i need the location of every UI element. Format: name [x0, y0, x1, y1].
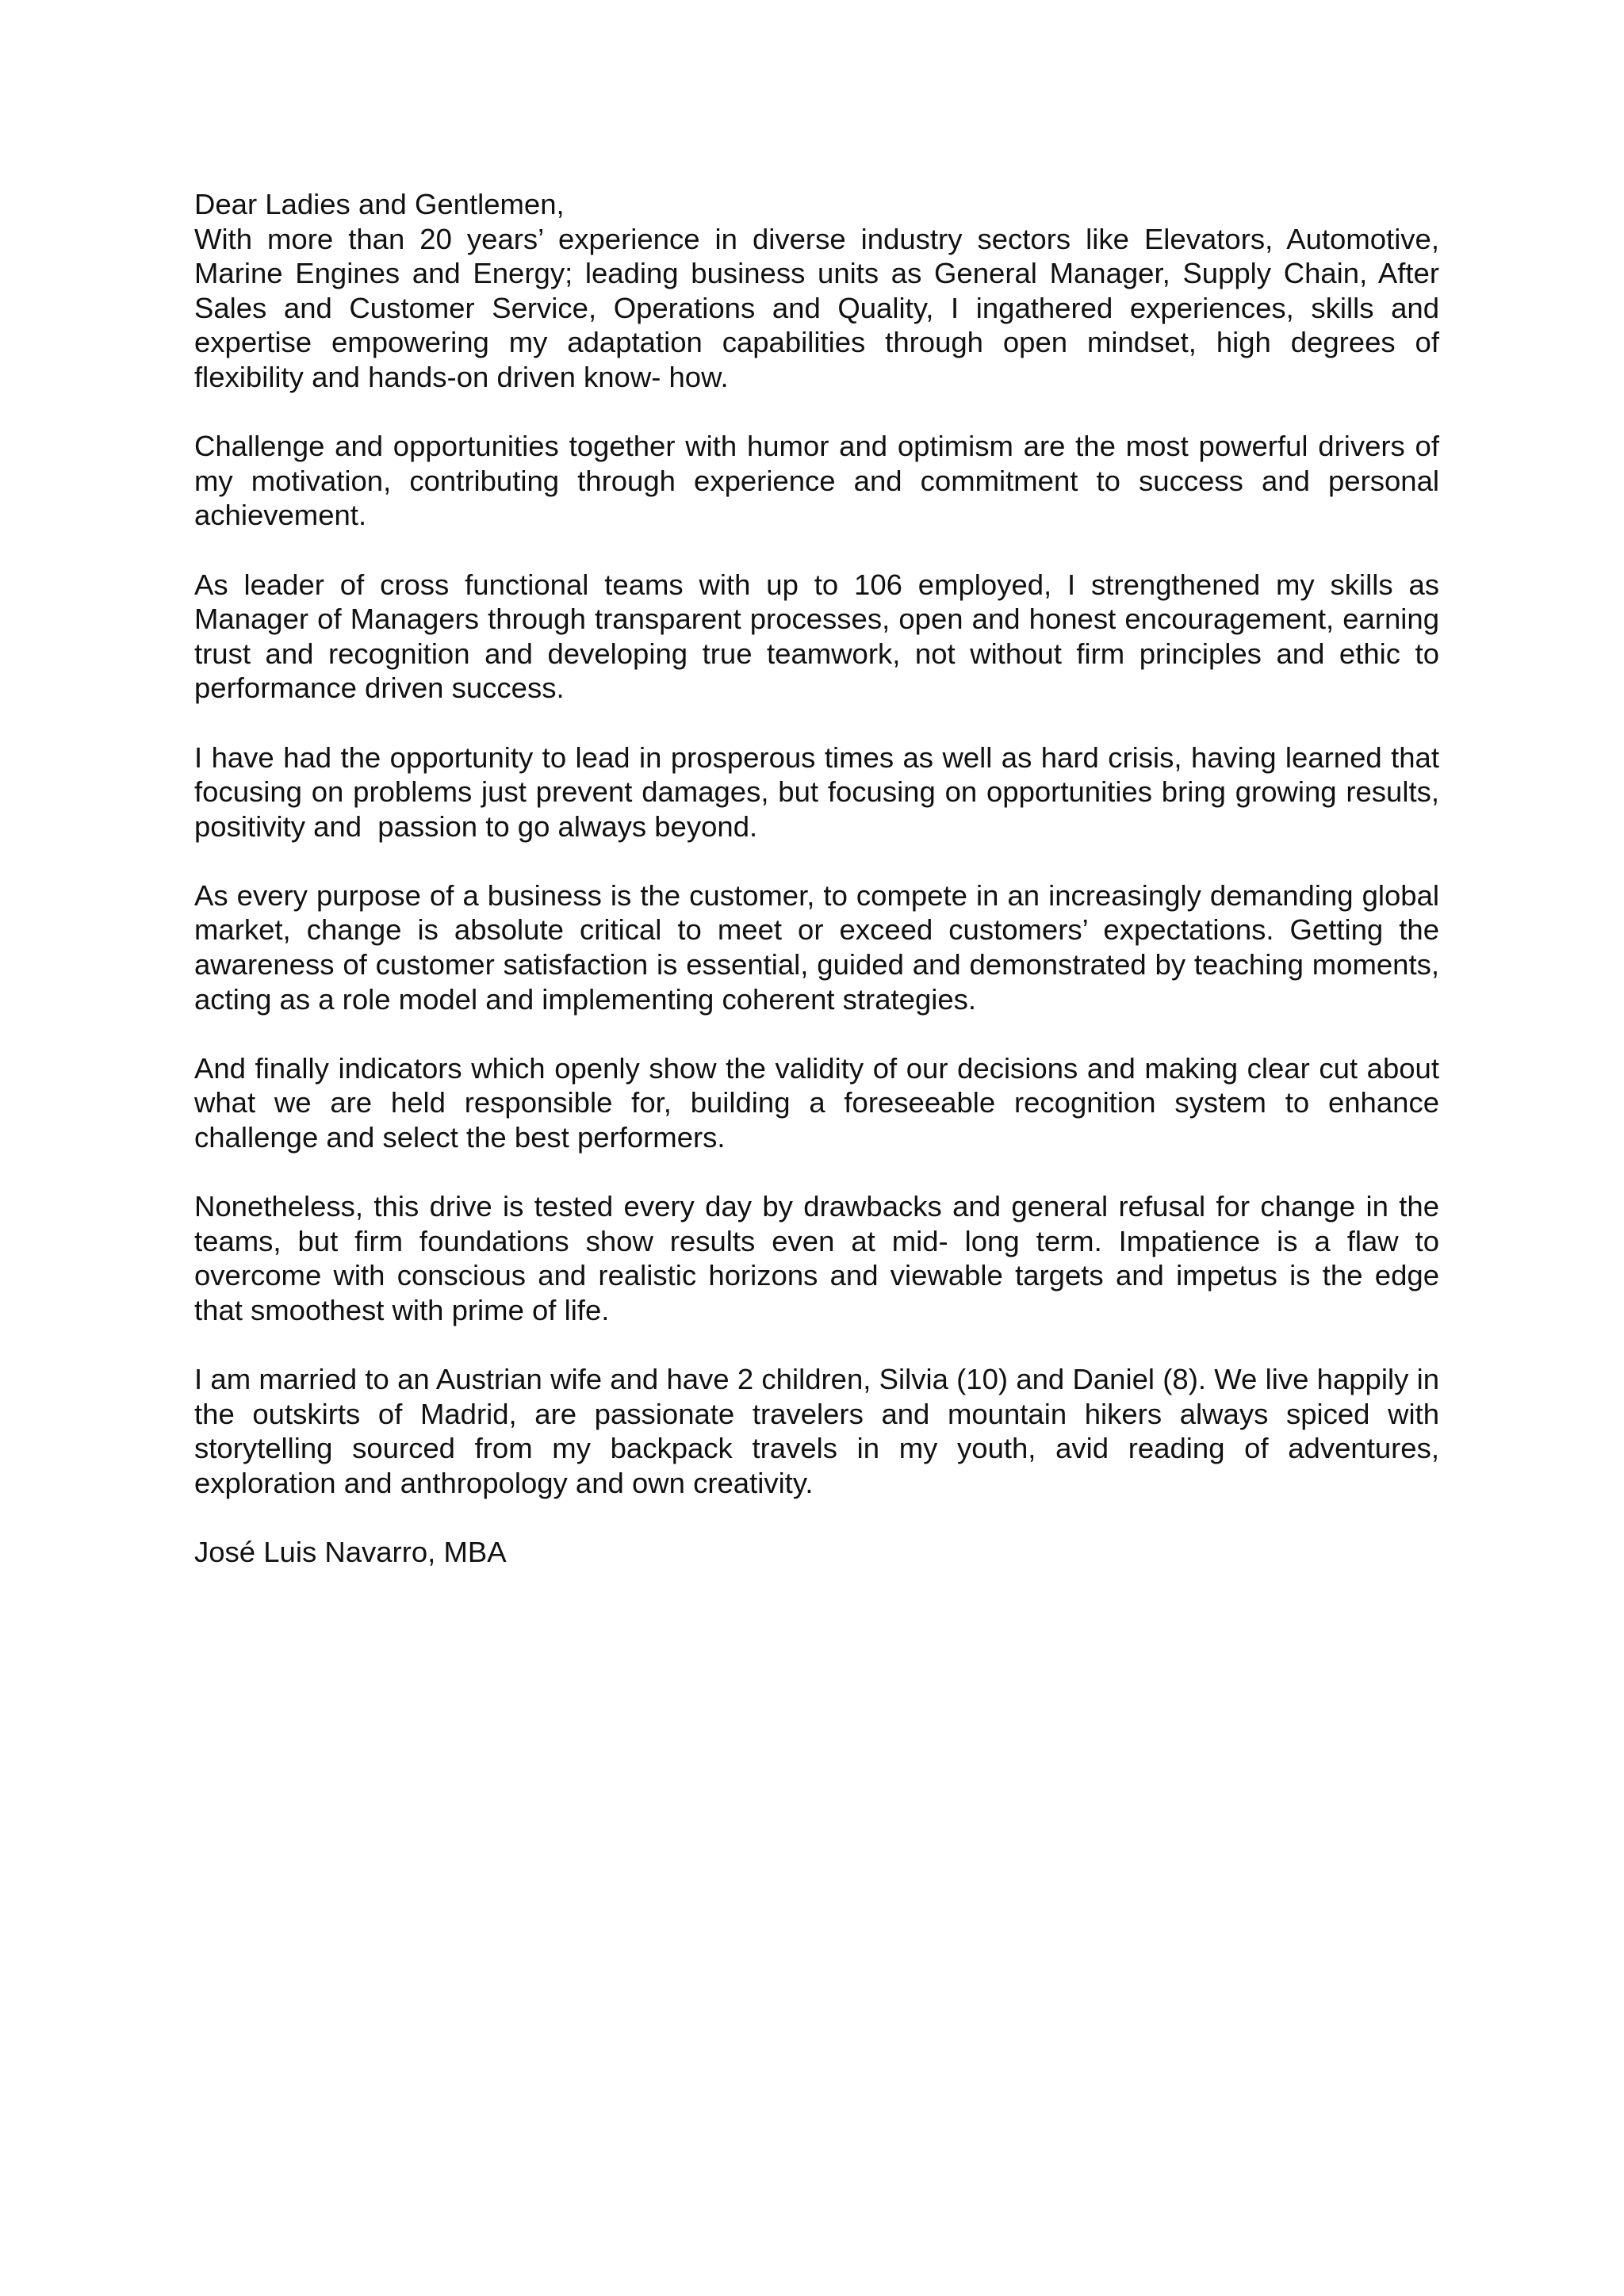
cover-letter	[194, 187, 1448, 1570]
paragraph-leadership: As leader of cross functional teams with up to 106 employed, I strengthened my skills as Manager of Managers through transparent processes, open and honest encouragement, earning trust and recognition and developing true teamwork, not without firm principles and ethic to performance driven success.	[194, 568, 1448, 705]
paragraph-motivation: Challenge and opportunities together with humor and optimism are the most powerful drivers of my motivation, contributing through experience and commitment to success and personal achievement.	[194, 430, 1448, 532]
paragraph-personal: I am married to an Austrian wife and have 2 children, Silvia (10) and Daniel (8). We live happily in the outskirts of Madrid, are passionate travelers and mountain hikers always spiced with storytelling sourced from my backpack travels in my youth, avid reading of adventures, exploration and anthropology and own creativity.	[194, 1363, 1448, 1499]
paragraph-drive: Nonetheless, this drive is tested every day by drawbacks and general refusal for change in the teams, but firm foundations show results even at mid- long term. Impatience is a flaw to overcome with conscious and realistic horizons and viewable targets and impetus is the edge that smoothest with prime of life.	[194, 1190, 1448, 1326]
paragraph-opportunities: I have had the opportunity to lead in prosperous times as well as hard crisis, having learned that focusing on problems just prevent damages, but focusing on opportunities bring growing results, positivity and passion to go always beyond.	[194, 740, 1448, 843]
salutation: Dear Ladies and Gentlemen,	[194, 188, 565, 220]
paragraph-experience: With more than 20 years’ experience in diverse industry sectors like Elevators, Automotive, Marine Engines and Energy; leading business units as General Manager, Supply Chain, After Sales and Customer Service, Operations and Quality, I ingathered experiences, skills and expertise empowering my adaptation capabilities through open mindset, high degrees of flexibility and hands-on driven know- how.	[194, 222, 1448, 393]
signature: José Luis Navarro, MBA	[194, 1536, 507, 1569]
paragraph-customer: As every purpose of a business is the customer, to compete in an increasingly demanding global market, change is absolute critical to meet or exceed customers’ expectations. Getting the awareness of customer satisfaction is essential, guided and demonstrated by teaching moments, acting as a role model and implementing coherent strategies.	[194, 878, 1448, 1016]
paragraph-indicators: And finally indicators which openly show the validity of our decisions and making clear cut about what we are held responsible for, building a foreseeable recognition system to enhance challenge and select the best performers.	[194, 1051, 1448, 1154]
